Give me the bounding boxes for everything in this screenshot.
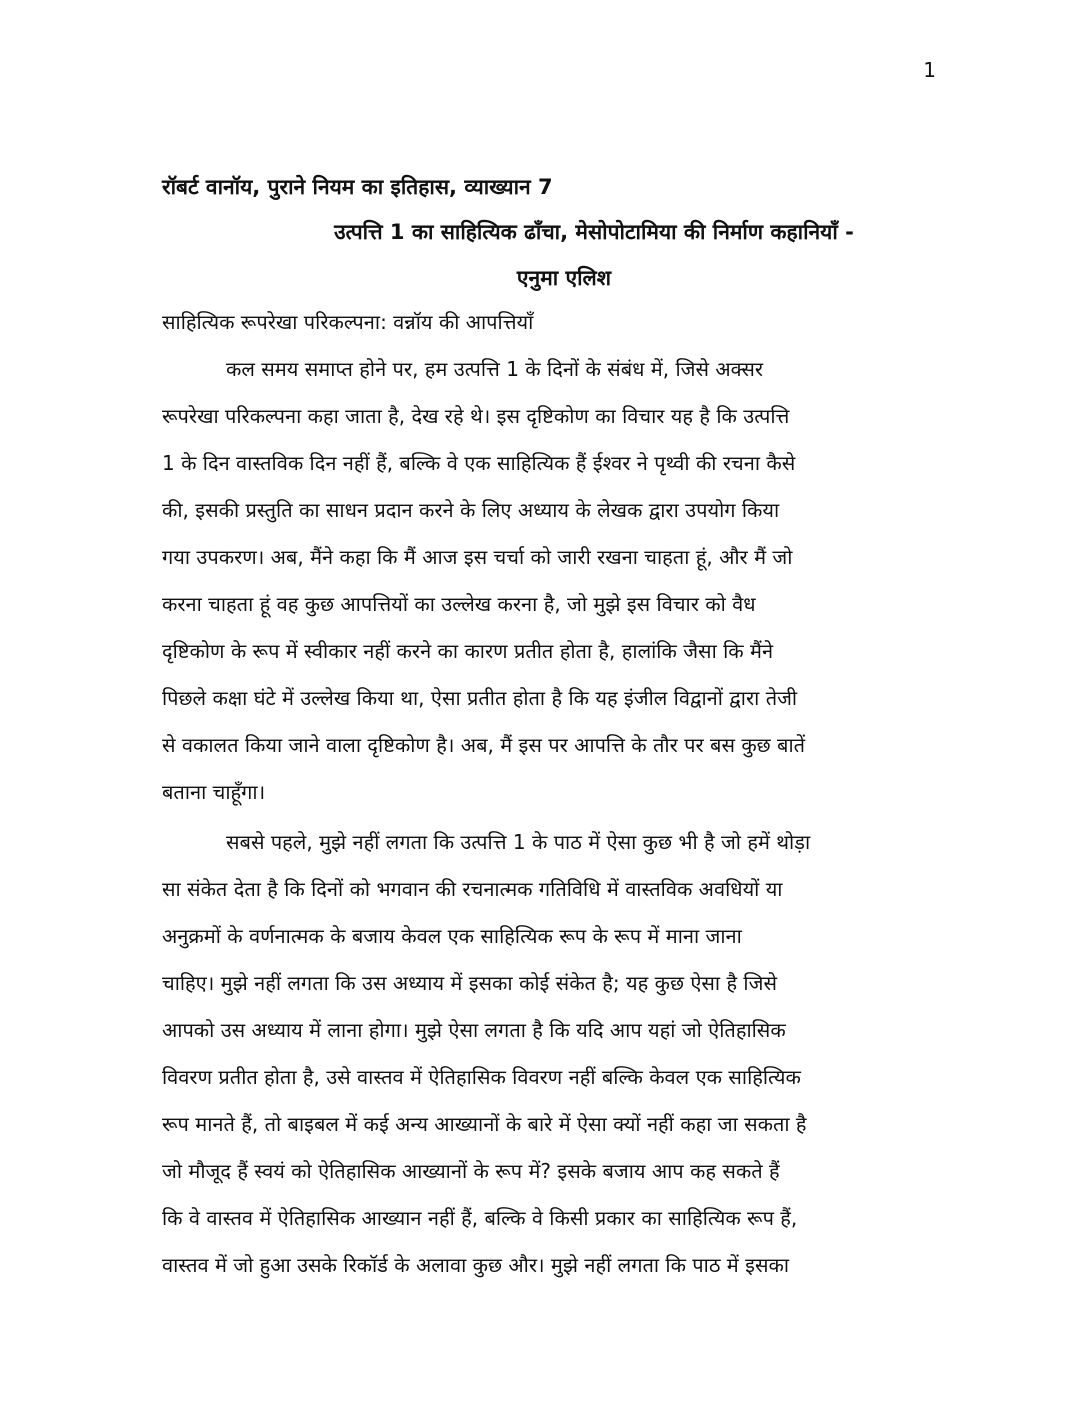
paragraph-line: पिछले कक्षा घंटे में उल्लेख किया था, ऐसा प्रतीत होता है कि यह इंजील विद्वानों द्वारा तेजी [162, 686, 798, 710]
paragraph-line: रूपरेखा परिकल्पना कहा जाता है, देख रहे थे। इस दृष्टिकोण का विचार यह है कि उत्पत्ति [162, 404, 790, 428]
paragraph-line: करना चाहता हूं वह कुछ आपत्तियों का उल्लेख करना है, जो मुझे इस विचार को वैध [162, 592, 756, 616]
lecture-title: रॉबर्ट वानॉय, पुराने नियम का इतिहास, व्याख्यान 7 [162, 175, 553, 199]
paragraph-line: अनुक्रमों के वर्णनात्मक के बजाय केवल एक साहित्यिक रूप के रूप में माना जाना [162, 924, 742, 948]
paragraph-line: कल समय समाप्त होने पर, हम उत्पत्ति 1 के दिनों के संबंध में, जिसे अक्सर [226, 357, 764, 381]
paragraph-line: जो मौजूद हैं स्वयं को ऐतिहासिक आख्यानों के रूप में? इसके बजाय आप कह सकते हैं [162, 1159, 780, 1183]
paragraph-line: विवरण प्रतीत होता है, उसे वास्तव में ऐतिहासिक विवरण नहीं बल्कि केवल एक साहित्यिक [162, 1065, 801, 1089]
lecture-subtitle-line-2: एनुमा एलिश [516, 266, 612, 290]
paragraph-line: रूप मानते हैं, तो बाइबल में कई अन्य आख्यानों के बारे में ऐसा क्यों नहीं कहा जा सकता है [162, 1112, 807, 1136]
paragraph-line: चाहिए। मुझे नहीं लगता कि उस अध्याय में इसका कोई संकेत है; यह कुछ ऐसा है जिसे [162, 971, 777, 995]
page-number: 1 [923, 58, 936, 82]
paragraph-line: सबसे पहले, मुझे नहीं लगता कि उत्पत्ति 1 के पाठ में ऐसा कुछ भी है जो हमें थोड़ा [226, 830, 811, 854]
paragraph-line: 1 के दिन वास्तविक दिन नहीं हैं, बल्कि वे एक साहित्यिक हैं ईश्वर ने पृथ्वी की रचना कैसे [162, 451, 796, 475]
paragraph-line: की, इसकी प्रस्तुति का साधन प्रदान करने के लिए अध्याय के लेखक द्वारा उपयोग किया [162, 498, 780, 522]
paragraph-line: से वकालत किया जाने वाला दृष्टिकोण है। अब, मैं इस पर आपत्ति के तौर पर बस कुछ बातें [162, 733, 806, 757]
paragraph-line: बताना चाहूँगा। [162, 780, 266, 804]
paragraph-line: आपको उस अध्याय में लाना होगा। मुझे ऐसा लगता है कि यदि आप यहां जो ऐतिहासिक [162, 1018, 786, 1042]
paragraph-line: सा संकेत देता है कि दिनों को भगवान की रचनात्मक गतिविधि में वास्तविक अवधियों या [162, 877, 783, 901]
paragraph-line: वास्तव में जो हुआ उसके रिकॉर्ड के अलावा कुछ और। मुझे नहीं लगता कि पाठ में इसका [162, 1253, 789, 1277]
paragraph-line: गया उपकरण। अब, मैंने कहा कि मैं आज इस चर्चा को जारी रखना चाहता हूं, और मैं जो [162, 545, 793, 569]
lecture-subtitle-line-1: उत्पत्ति 1 का साहित्यिक ढाँचा, मेसोपोटामिया की निर्माण कहानियाँ - [334, 220, 854, 244]
section-heading: साहित्यिक रूपरेखा परिकल्पना: वन्नॉय की आपत्तियाँ [162, 310, 534, 334]
paragraph-line: कि वे वास्तव में ऐतिहासिक आख्यान नहीं हैं, बल्कि वे किसी प्रकार का साहित्यिक रूप हैं, [162, 1206, 798, 1230]
paragraph-line: दृष्टिकोण के रूप में स्वीकार नहीं करने का कारण प्रतीत होता है, हालांकि जैसा कि मैंने [162, 639, 774, 663]
